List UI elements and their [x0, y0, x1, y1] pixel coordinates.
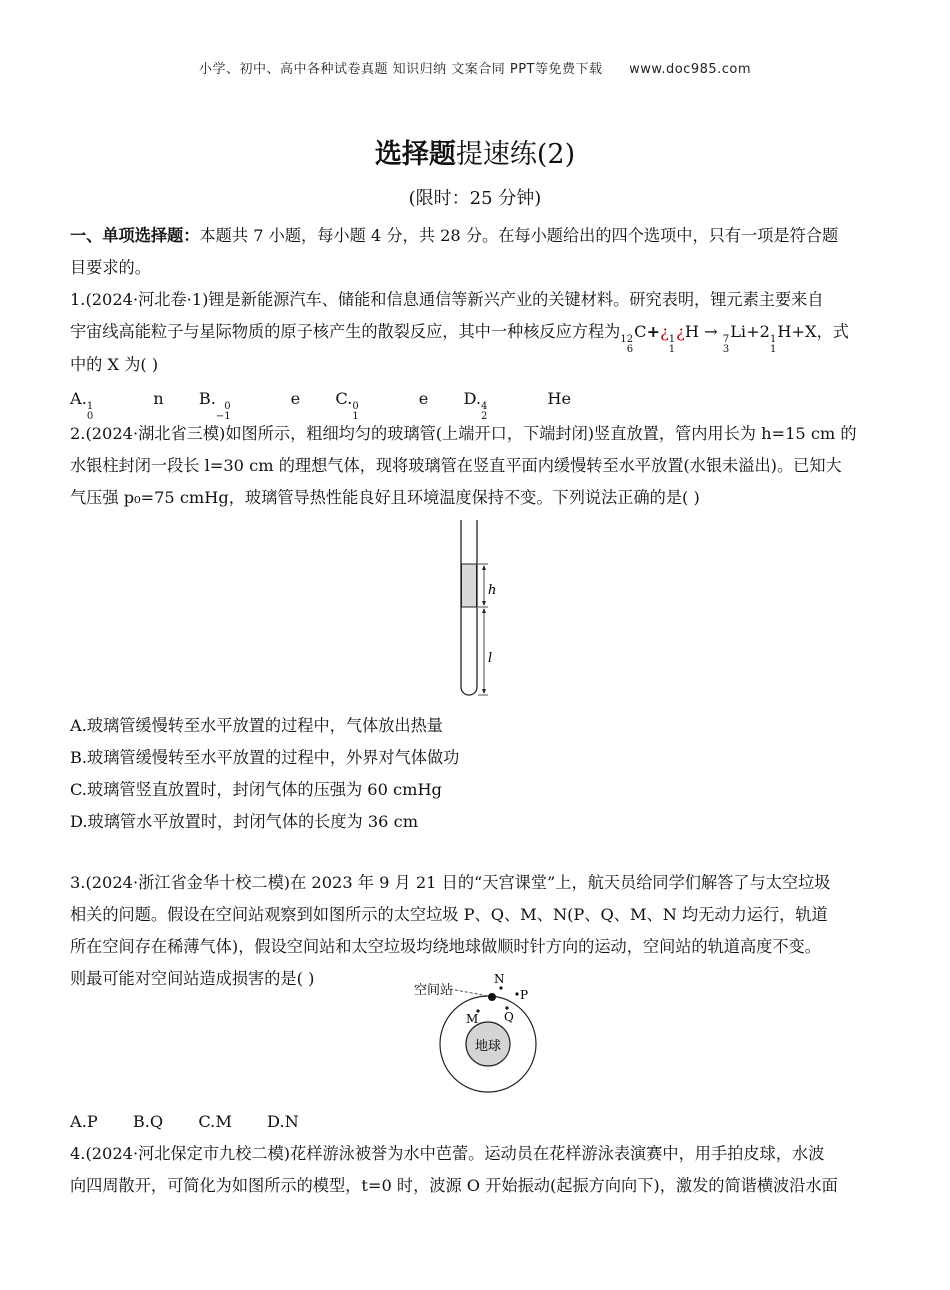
label-m: M [466, 1012, 479, 1026]
q3-line-3: 所在空间存在稀薄气体)，假设空间站和太空垃圾均绕地球做顺时针方向的运动，空间站的轨道高度不变。 [70, 937, 821, 956]
label-p: P [520, 988, 529, 1002]
label-q: Q [504, 1010, 514, 1024]
q3-line-4: 则最可能对空间站造成损害的是( ) [70, 969, 315, 988]
q1-line-3: 中的 X 为( ) [70, 355, 159, 374]
q3-option-b[interactable]: B.Q [132, 1112, 164, 1131]
banner-url[interactable]: www.doc985.com [629, 62, 752, 77]
q3-option-a[interactable]: A.P [70, 1112, 98, 1131]
q2-line-1: 2.(2024·湖北省三模)如图所示，粗细均匀的玻璃管(上端开口，下端封闭)竖直放置，管内用长为 h=15 cm 的 [70, 424, 857, 443]
section-intro [70, 226, 838, 246]
q4-line-1: 4.(2024·河北保定市九校二模)花样游泳被誉为水中芭蕾。运动员在花样游泳表演赛中，用手拍皮球，水波 [70, 1144, 825, 1163]
glass-tube-figure [440, 515, 520, 700]
q1-line-2 [70, 322, 849, 355]
mercury-column [462, 564, 477, 607]
point-n [499, 986, 502, 989]
q3-line-2: 相关的问题。假设在空间站观察到如图所示的太空垃圾 P、Q、M、N(P、Q、M、N 均无动力运行，轨道 [70, 905, 828, 924]
section-head: 一、单项选择题： [70, 226, 200, 245]
q3-options [70, 1112, 329, 1132]
q2-option-d[interactable]: D.玻璃管水平放置时，封闭气体的长度为 36 cm [70, 812, 419, 831]
station-label: 空间站 [414, 983, 454, 998]
header-banner [0, 58, 950, 77]
q1-option-c[interactable]: C. 0 1 e [335, 389, 429, 422]
q1-option-a[interactable]: A. 1 0 n [70, 389, 164, 422]
q2-option-b[interactable]: B.玻璃管缓慢转至水平放置的过程中，外界对气体做功 [70, 748, 460, 767]
title-bold: 选择题 [374, 139, 456, 170]
section-text-1: 本题共 7 小题，每小题 4 分，共 28 分。在每小题给出的四个选项中，只有一项是符合题 [199, 226, 839, 245]
page-subtitle: (限时：25 分钟) [408, 188, 542, 209]
banner-text: 小学、初中、高中各种试卷真题 知识归纳 文案合同 PPT等免费下载 [198, 62, 603, 77]
q1-line-2-end: H+X，式 [777, 322, 849, 341]
label-h: h [488, 583, 497, 598]
q1-line-2-text: 宇宙线高能粒子与星际物质的原子核产生的散裂反应，其中一种核反应方程为 [70, 322, 621, 341]
q4-line-2: 向四周散开，可简化为如图所示的模型，t=0 时，波源 O 开始振动(起振方向向下)，激发的简谐横波沿水面 [70, 1176, 838, 1195]
page-title [0, 132, 950, 171]
station-leader [450, 989, 488, 996]
q2-option-c[interactable]: C.玻璃管竖直放置时，封闭气体的压强为 60 cmHg [70, 780, 442, 799]
q3-line-1: 3.(2024·浙江省金华十校二模)在 2023 年 9 月 21 日的“天宫课堂”上，航天员给同学们解答了与太空垃圾 [70, 873, 831, 892]
label-n: N [494, 972, 505, 986]
q3-option-c[interactable]: C.M [198, 1112, 232, 1131]
q3-option-d[interactable]: D.N [267, 1112, 299, 1131]
title-rest: 提速练(2) [455, 139, 576, 170]
q1-option-d[interactable]: D. 4 2 He [463, 389, 572, 422]
space-station-dot [488, 993, 496, 1001]
q1-line-1: 1.(2024·河北卷·1)锂是新能源汽车、储能和信息通信等新兴产业的关键材料。研究表明，锂元素主要来自 [70, 290, 824, 309]
orbit-figure [400, 965, 590, 1095]
q2-line-3: 气压强 p₀=75 cmHg，玻璃管导热性能良好且环境温度保持不变。下列说法正确的是( ) [70, 488, 700, 507]
q1-options [70, 389, 601, 422]
section-text-2: 目要求的。 [70, 258, 151, 277]
q2-line-2: 水银柱封闭一段长 l=30 cm 的理想气体，现将玻璃管在竖直平面内缓慢转至水平放置(水银未溢出)。已知大 [70, 456, 842, 475]
point-p [515, 992, 518, 995]
q1-equation: 12 6 C+¿ 1 1 ¿H → 7 3 Li+2 1 1 [620, 322, 777, 355]
q1-option-b[interactable]: B. 0 −1 e [198, 389, 301, 422]
q2-option-a[interactable]: A.玻璃管缓慢转至水平放置的过程中，气体放出热量 [70, 716, 443, 735]
earth-label: 地球 [474, 1039, 502, 1054]
label-l: l [488, 651, 493, 666]
